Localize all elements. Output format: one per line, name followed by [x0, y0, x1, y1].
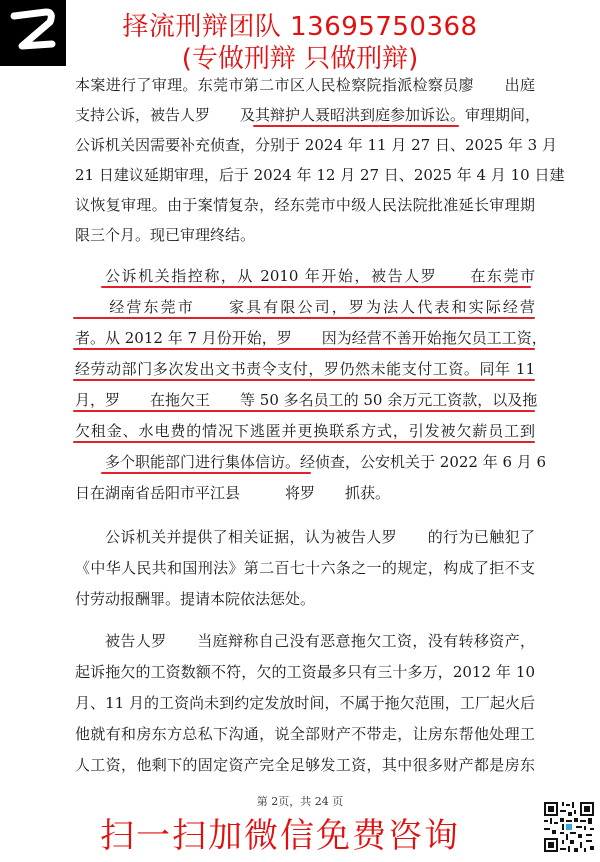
- doc-line: 《中华人民共和国刑法》第二百七十六条之一的规定，构成了拒不支: [75, 559, 535, 577]
- doc-line: 他就有和房东方总私下沟通，说全部财产不带走，让房东帮他处理工: [75, 725, 535, 743]
- doc-line: 者。从 2012 年 7 月份开始，罗 因为经营不善开始拖欠员工工资，: [75, 329, 547, 347]
- doc-line: 付劳动报酬罪。提请本院依法惩处。: [75, 590, 316, 608]
- highlight-underline: [73, 317, 535, 319]
- page-number: 第 2页，共 24 页: [256, 795, 344, 808]
- highlight-underline: [101, 472, 311, 474]
- doc-line: 多个职能部门进行集体信访。经侦查，公安机关于 2022 年 6 月 6: [75, 453, 547, 471]
- highlight-underline: [73, 348, 535, 350]
- highlight-underline: [73, 410, 535, 412]
- doc-line: 公诉机关指控称，从 2010 年开始，被告人罗 在东莞市: [105, 267, 535, 285]
- doc-line: 支持公诉，被告人罗 及其辩护人聂昭洪到庭参加诉讼。审理期间，: [75, 106, 541, 124]
- doc-line: 日在湖南省岳阳市平江县 将罗 抓获。: [75, 484, 391, 502]
- highlight-underline: [253, 125, 459, 127]
- doc-line: 被告人罗 当庭辩称自己没有恶意拖欠工资，没有转移资产，: [105, 632, 535, 650]
- doc-line: 经劳动部门多次发出文书责令支付，罗仍然未能支付工资。同年 11: [75, 360, 535, 378]
- firm-logo: [0, 0, 66, 66]
- doc-line: 21 日建议延期审理，后于 2024 年 12 月 27 日、2025 年 4 月 10 日建: [75, 166, 565, 184]
- doc-line: 欠租金、水电费的情况下逃匿并更换联系方式，引发被欠薪员工到: [75, 422, 535, 440]
- qr-code-icon: [542, 800, 596, 854]
- doc-line: 限三个月。现已审理终结。: [75, 226, 256, 244]
- slogan-banner: (专做刑辩 只做刑辩): [181, 44, 419, 74]
- doc-line: 月，罗 在拖欠王 等 50 多名员工的 50 余万元工资款，以及拖: [75, 391, 538, 409]
- wechat-qr-code[interactable]: [542, 800, 596, 854]
- doc-line: 本案进行了审理。东莞市第二市区人民检察院指派检察员廖 出庭: [75, 76, 535, 94]
- doc-line: 公诉机关并提供了相关证据，认为被告人罗 的行为已触犯了: [105, 528, 535, 546]
- team-phone-banner: 择流刑辩团队 13695750368: [122, 12, 478, 42]
- highlight-underline: [73, 441, 535, 443]
- doc-line: 议恢复审理。由于案情复杂，经东莞市中级人民法院批准延长审理期: [75, 196, 535, 214]
- highlight-underline: [73, 379, 535, 381]
- doc-line: 公诉机关因需要补充侦查，分别于 2024 年 11 月 27 日、2025 年 3 月: [75, 136, 557, 154]
- doc-line: 人工资，他剩下的固定资产完全足够发工资，其中很多财产都是房东: [75, 756, 535, 774]
- logo-mark-icon: [0, 0, 66, 66]
- doc-line: 起诉拖欠的工资数额不符，欠的工资最多只有三十多万，2012 年 10: [75, 663, 535, 681]
- doc-line: 月、11 月的工资尚未到约定发放时间，不属于拖欠范围，工厂起火后: [75, 694, 535, 712]
- highlight-underline: [101, 286, 531, 288]
- doc-line: 经营东莞市 家具有限公司，罗为法人代表和实际经营: [75, 298, 535, 316]
- wechat-consult-banner: 扫一扫加微信免费咨询: [100, 816, 460, 856]
